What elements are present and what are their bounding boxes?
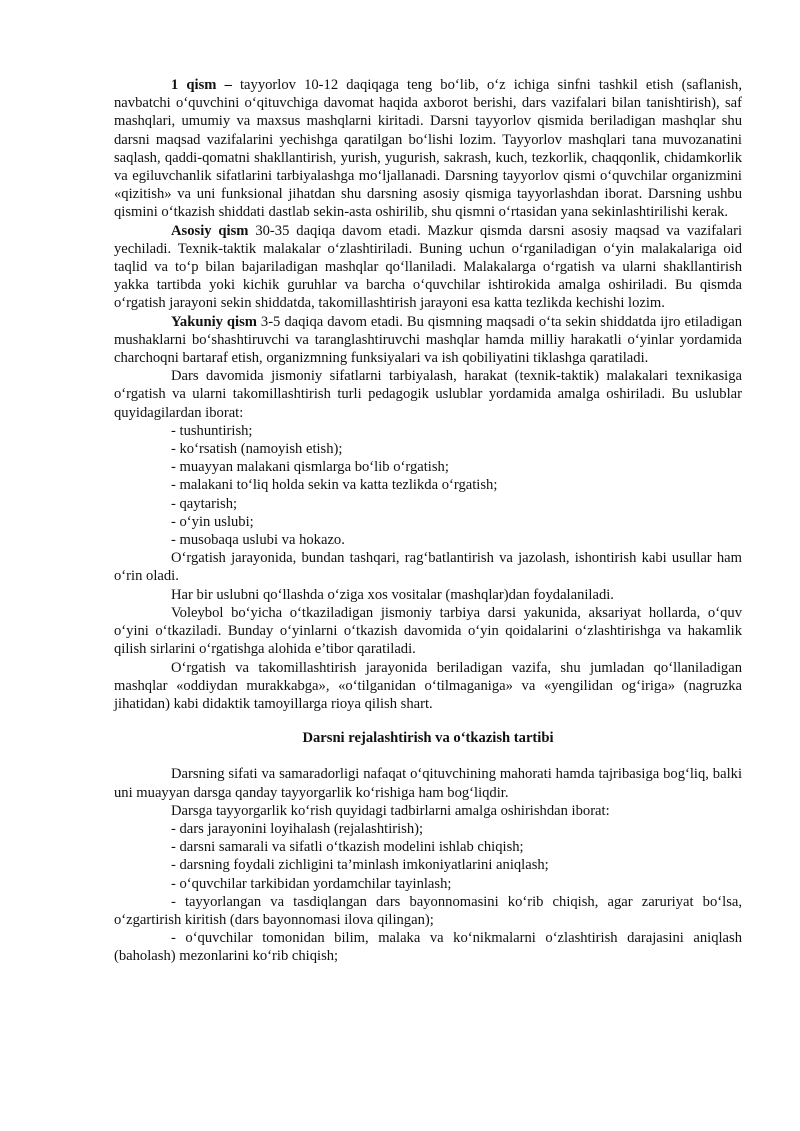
list-item: - tushuntirish;: [171, 422, 253, 439]
section-heading: Darsni rejalashtirish va o‘tkazish tartibi: [302, 730, 554, 747]
part1-title: 1 qism –: [171, 77, 232, 93]
paragraph-teaching: O‘rgatish jarayonida, bundan tashqari, rag‘batlantirish va jazolash, ishontirish kabi usullar ham o‘rin oladi.: [114, 550, 742, 585]
paragraph-each-method: Har bir uslubni qo‘llashda o‘ziga xos vositalar (mashqlar)dan foydalaniladi.: [171, 586, 614, 603]
paragraph-preparation: Darsga tayyorgarlik ko‘rish quyidagi tadbirlarni amalga oshirishdan iborat:: [171, 802, 610, 819]
list-item: - muayyan malakani qismlarga bo‘lib o‘rgatish;: [171, 459, 449, 476]
list-item: - darsning foydali zichligini ta’minlash imkoniyatlarini aniqlash;: [171, 857, 549, 874]
main-part-title: Asosiy qism: [171, 222, 249, 239]
paragraph-volleyball: Voleybol bo‘yicha o‘tkaziladigan jismoniy tarbiya darsi yakunida, aksariyat hollarda, o‘quv o‘yini o‘tkaziladi. Bunday o‘yinlarni o‘tkazish davomida o‘yin qoidalarini o‘zlashtirishga va hakamlik qilish sirlarini o‘rgatishga alohida e’tibor qaratiladi.: [114, 604, 742, 658]
list-item: - o‘quvchilar tarkibidan yordamchilar tayinlash;: [171, 875, 452, 892]
list-item: - ko‘rsatish (namoyish etish);: [171, 441, 343, 458]
list-item: - malakani to‘liq holda sekin va katta tezlikda o‘rgatish;: [171, 477, 498, 494]
list-item: - qaytarish;: [171, 495, 238, 512]
preparation-list: [114, 820, 742, 966]
list-item: - o‘yin uslubi;: [171, 513, 254, 530]
paragraph-principles: O‘rgatish va takomillashtirish jarayonida beriladigan vazifa, shu jumladan qo‘llaniladigan mashqlar «oddiydan murakkabga», «o‘tilganidan o‘tilmaganiga» va «yengilidan og‘iriga» (nagruzka jihatidan) kabi didaktik tamoyillarga rioya qilish shart.: [114, 659, 742, 712]
methods-list: [114, 422, 742, 549]
list-item: - darsni samarali va sifatli o‘tkazish modelini ishlab chiqish;: [171, 839, 524, 856]
paragraph-part1: 1 qism – tayyorlov 10-12 daqiqaga teng bo‘lib, o‘z ichiga sinfni tashkil etish (saflanish, navbatchi o‘quvchini o‘qituvchiga davomat haqida axborot berishi, dars vazifalari bilan tanishtirish), saf mashqlari, umumiy va maxsus mashqlarni kiritadi. Darsni tayyorlov qismida beriladigan mashqlar shu darsni maqsad vazifalarini yechishga qaratilgan bo‘lishi lozim. Tayyorlov mashqlari tana muvozanatini saqlash, qaddi-qomatni shakllantirish, yurish, yugurish, sakrash, kuch, tezkorlik, chaqqonlik, chidamkorlik va egiluvchanlik sifatlarini tarbiyalashga mo‘ljallanadi. Darsning tayyorlov qismi o‘quvchilar organizmini «qizitish» va uni funksional jihatdan shu darsning asosiy qismiga tayyorlashdan iborat. Darsning ushbu qismini o‘tkazish shiddati dastlab sekin-asta oshirilib, shu qismni o‘rtasidan yana sekinlashtirilishi kerak.: [114, 77, 742, 221]
paragraph-final-part: Yakuniy qism 3-5 daqiqa davom etadi. Bu qismning maqsadi o‘ta sekin shiddatda ijro etiladigan mushaklarni bo‘shashtiruvchi va taranglashtiruvchi mashqlar hamda milliy harakatli o‘yinlar yordamida charchoqni bartaraf etish, organizmning funksiyalari va ish qobiliyatini tiklashga qaratiladi.: [114, 313, 743, 367]
list-item: - musobaqa uslubi va hokazo.: [171, 532, 345, 549]
final-part-title: Yakuniy qism: [171, 313, 257, 330]
paragraph-main-part: Asosiy qism 30-35 daqiqa davom etadi. Mazkur qismda darsni asosiy maqsad va vazifalari yechiladi. Texnik-taktik malakalar o‘zlashtiriladi. Buning uchun o‘rganiladigan o‘yin malakalariga oid taqlid va to‘p bilan bajariladigan mashqlar qo‘llaniladi. Malakalarga o‘rgatish va ularni shakllantirish yakka tartibda yoki kichik guruhlar va barcha o‘quvchilar ishtirokida amalga oshiriladi. Bu qismda o‘rgatish jarayoni sekin shiddatda, takomillashtirish jarayoni esa katta tezlikda kechishi lozim.: [114, 222, 743, 312]
list-item: - dars jarayonini loyihalash (rejalashtirish);: [171, 820, 424, 837]
list-item: - o‘quvchilar tomonidan bilim, malaka va ko‘nikmalarni o‘zlashtirish darajasini aniqlash (baholash) mezonlarini ko‘rib chiqish;: [114, 930, 742, 965]
paragraph-methods-intro: Dars davomida jismoniy sifatlarni tarbiyalash, harakat (texnik-taktik) malakalari texnikasiga o‘rgatish va ularni takomillashtirish turli pedagogik uslublar yordamida amalga oshiriladi. Bu uslublar quyidagilardan iborat:: [114, 368, 742, 421]
list-item: - tayyorlangan va tasdiqlangan dars bayonnomasini ko‘rib chiqish, agar zaruriyat bo‘lsa, o‘zgartirish kiritish (dars bayonnomasi ilova qilingan);: [114, 893, 742, 928]
paragraph-quality: Darsning sifati va samaradorligi nafaqat o‘qituvchining mahorati hamda tajribasiga bog‘liq, balki uni muayyan darsga qanday tayyorgarlik ko‘rishiga ham bog‘liqdir.: [114, 766, 742, 801]
